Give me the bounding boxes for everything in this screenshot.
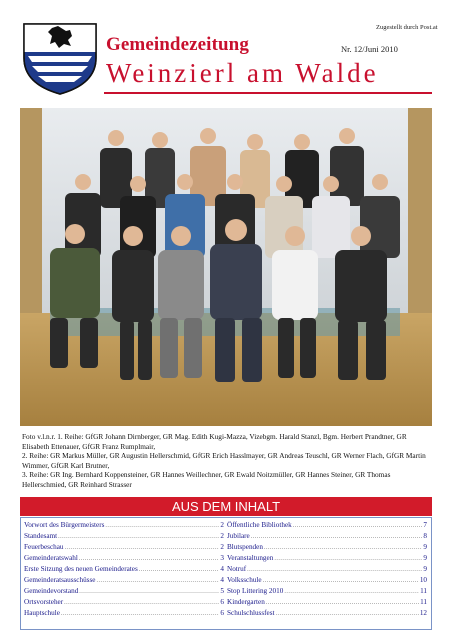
toc-item-label: Jubilare <box>227 532 250 540</box>
toc-item-page: 9 <box>423 554 427 562</box>
toc-item-label: Volksschule <box>227 576 262 584</box>
toc-item-page: 2 <box>220 543 224 551</box>
toc-item-page: 4 <box>220 565 224 573</box>
toc-item-page: 2 <box>220 532 224 540</box>
toc-item[interactable] <box>24 565 224 576</box>
toc-item-page: 7 <box>423 521 427 529</box>
toc-item-label: Erste Sitzung des neuen Gemeinderates <box>24 565 138 573</box>
table-of-contents <box>20 517 432 630</box>
toc-item-page: 2 <box>220 521 224 529</box>
toc-item[interactable] <box>227 587 427 598</box>
toc-item[interactable] <box>24 521 224 532</box>
toc-item[interactable] <box>24 554 224 565</box>
toc-item-page: 9 <box>423 565 427 573</box>
toc-item-page: 5 <box>220 587 224 595</box>
toc-item[interactable] <box>24 587 224 598</box>
toc-item[interactable] <box>227 543 427 554</box>
toc-item-label: Notruf <box>227 565 247 573</box>
toc-item-label: Stop Littering 2010 <box>227 587 284 595</box>
toc-item-page: 10 <box>419 576 427 584</box>
toc-item-label: Vorwort des Bürgermeisters <box>24 521 105 529</box>
toc-item[interactable] <box>227 554 427 565</box>
toc-item-label: Feuerbeschau <box>24 543 64 551</box>
caption-row-1: Foto v.l.n.r. 1. Reihe: GfGR Johann Dirnberger, GR Mag. Edith Kugi-Mazza, Vizebgm. Harald Stanzl, Bgm. Herbert Prandtner, GR Elisabeth Ettenauer, GfGR Franz Rumplmair, <box>22 432 407 451</box>
toc-item[interactable] <box>227 532 427 543</box>
toc-item-page: 3 <box>220 554 224 562</box>
toc-heading: AUS DEM INHALT <box>171 499 281 514</box>
toc-item-page: 9 <box>423 543 427 551</box>
issue-number: Nr. 12/Juni 2010 <box>341 44 398 54</box>
postal-note: Zugestellt durch Post.at <box>376 24 438 31</box>
toc-item-label: Blutspenden <box>227 543 263 551</box>
toc-item-label: Standesamt <box>24 532 58 540</box>
toc-item-label: Öffentliche Bibliothek <box>227 521 292 529</box>
toc-item[interactable] <box>24 532 224 543</box>
toc-item[interactable] <box>24 598 224 609</box>
municipality-name: Weinzierl am Walde <box>106 58 379 88</box>
toc-item-label: Veranstaltungen <box>227 554 274 562</box>
newspaper-title: Gemeindezeitung <box>106 34 249 55</box>
toc-item-label: Ortsvorsteher <box>24 598 64 606</box>
photo-caption <box>22 432 434 490</box>
toc-item-page: 6 <box>220 609 224 617</box>
toc-left-column <box>24 521 224 620</box>
toc-item-label: Kindergarten <box>227 598 265 606</box>
toc-item-label: Gemeinderatsausschüsse <box>24 576 96 584</box>
toc-item[interactable] <box>227 609 427 620</box>
toc-item[interactable] <box>24 543 224 554</box>
caption-row-2: 2. Reihe: GR Markus Müller, GR Augustin Hellerschmid, GfGR Erich Hasslmayer, GR Andreas Teuschl, GR Werner Flach, GfGR Martin Wimmer, GfGR Karl Brutner, <box>22 451 426 470</box>
municipal-crest-icon <box>22 22 98 96</box>
toc-item-page: 6 <box>220 598 224 606</box>
toc-item[interactable] <box>227 598 427 609</box>
toc-item[interactable] <box>227 521 427 532</box>
toc-item-page: 4 <box>220 576 224 584</box>
caption-row-3: 3. Reihe: GR Ing. Bernhard Koppensteiner, GR Hannes Weillechner, GR Ewald Noitzmüller, GR Hannes Steiner, GR Thomas Hellerschmied, GR Reinhard Strasser <box>22 470 391 489</box>
toc-item-page: 11 <box>420 598 427 606</box>
toc-item-page: 8 <box>423 532 427 540</box>
group-photo-icon <box>20 108 432 426</box>
toc-right-column <box>227 521 427 620</box>
toc-item-label: Schulschlussfest <box>227 609 275 617</box>
toc-item-label: Gemeindevorstand <box>24 587 79 595</box>
toc-item-label: Hauptschule <box>24 609 60 617</box>
group-photo <box>20 108 432 426</box>
toc-item[interactable] <box>24 576 224 587</box>
toc-item[interactable] <box>227 565 427 576</box>
toc-item[interactable] <box>227 576 427 587</box>
toc-item-page: 12 <box>419 609 427 617</box>
toc-item-page: 11 <box>420 587 427 595</box>
header-rule <box>104 92 432 94</box>
toc-item[interactable] <box>24 609 224 620</box>
toc-item-label: Gemeinderatswahl <box>24 554 78 562</box>
